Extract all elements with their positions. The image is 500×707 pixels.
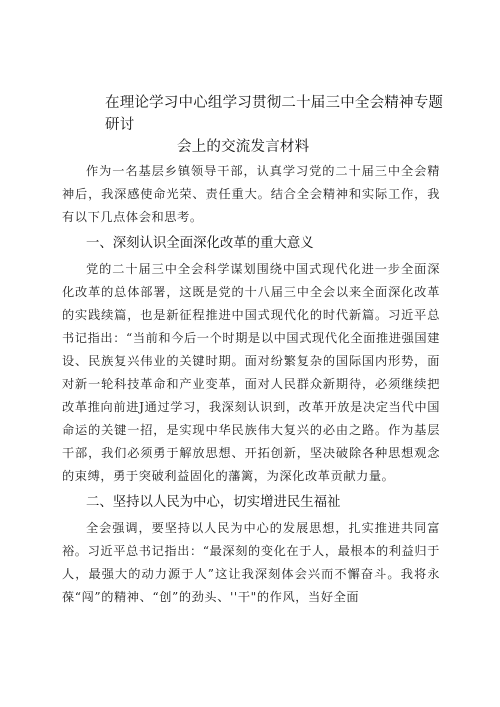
- title-line-1: 在理论学习中心组学习贯彻二十届三中全会精神专题研讨: [105, 95, 444, 133]
- section-2-paragraph: 全会强调，要坚持以人民为中心的发展思想，扎实推进共同富裕。习近平总书记指出：“最深刻的变化在于人，最根本的利益归于人，最强大的动力源于人”这让我深刻体会兴而不懈奋斗。我将永葆“闯”的精神、“创”的劲头、''干"的作风，当好全面: [62, 521, 440, 604]
- document-body: [62, 160, 440, 609]
- intro-paragraph: 作为一名基层乡镇领导干部，认真学习党的二十届三中全会精神后，我深感使命光荣、责任重大。结合全会精神和实际工作，我有以下几点体会和思考。: [62, 164, 440, 224]
- title-line-2: 会上的交流发言材料: [177, 139, 310, 155]
- document-title: [95, 92, 455, 158]
- section-1-heading: 一、深刻认识全面深化改革的重大意义: [86, 236, 314, 251]
- section-2-heading: 二、坚持以人民为中心，切实增进民生福祉: [86, 495, 341, 510]
- section-1-paragraph: 党的二十届三中全会科学谋划围绕中国式现代化进一步全面深化改革的总体部署，这既是党的十八届三中全会以来全面深化改革的实践续篇，也是新征程推进中国式现代化的时代新篇。习近平总书记指出：“当前和今后一个时期是以中国式现代化全面推进强国建设、民族复兴伟业的关键时期。面对纷繁复杂的国际国内形势，面对新一轮科技革命和产业变革，面对人民群众新期待，必须继续把改革推向前进J通过学习，我深刻认识到，改革开放是决定当代中国命运的关键一招，是实现中华民族伟大复兴的必由之路。作为基层干部，我们必须勇于解放思想、开拓创新，坚决破除各种思想观念的束缚，勇于突破利益固化的藩篱，为深化改革贡献力量。: [62, 262, 440, 483]
